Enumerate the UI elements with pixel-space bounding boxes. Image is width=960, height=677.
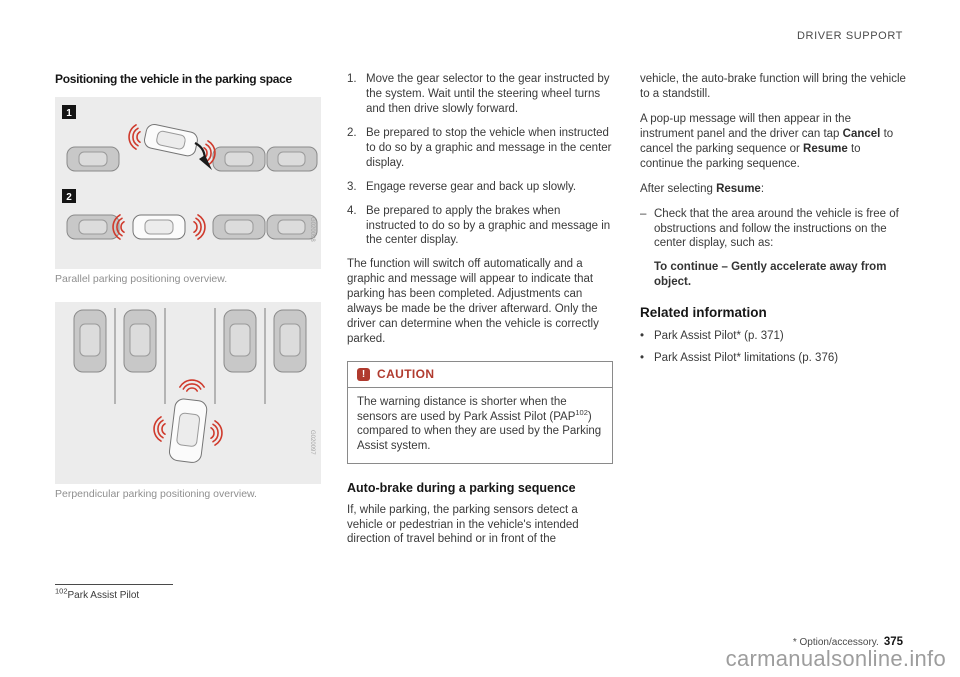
page-header: DRIVER SUPPORT [797, 30, 903, 42]
parked-car-icon [213, 147, 265, 171]
step-number: 1. [347, 73, 357, 85]
body-paragraph [640, 182, 906, 197]
parked-car-icon [213, 215, 265, 239]
step-number: 4. [347, 204, 357, 217]
paragraph-text: to continue the parking sequence. [640, 142, 861, 170]
watermark: carmanualsonline.info [725, 646, 946, 671]
parked-car-icon [267, 147, 317, 171]
bullet-icon: • [640, 329, 645, 342]
bullet-icon: • [640, 351, 645, 364]
left-column [55, 72, 321, 517]
step-text: Be prepared to stop the vehicle when instructed to do so by a graphic and message in the center display. [366, 126, 612, 169]
parked-car-icon [67, 147, 119, 171]
step-number: 2. [347, 126, 357, 139]
perpendicular-parking-illustration [55, 302, 320, 484]
dash-item-text: Check that the area around the vehicle is free of obstructions and follow the instructions on the center display, such as: [654, 207, 899, 250]
related-information-heading: Related information [640, 305, 767, 321]
body-paragraph: If, while parking, the parking sensors detect a vehicle or pedestrian in the vehicle's intended direction of travel behind or in front of the [347, 503, 579, 546]
step-text: Engage reverse gear and back up slowly. [366, 180, 577, 193]
figure-id-code: G020098 [309, 216, 315, 242]
numbered-step [347, 72, 613, 117]
parked-car-icon [74, 310, 106, 372]
section-heading: Positioning the vehicle in the parking space [55, 72, 292, 86]
step-text: Be prepared to apply the brakes when instructed to do so by a graphic and message in the center display. [366, 204, 611, 247]
figure-step-badge-2 [62, 189, 76, 203]
figure-id-code: G020097 [309, 429, 315, 455]
option-note-text: * Option/accessory. [792, 637, 879, 648]
related-link-item[interactable] [640, 329, 906, 344]
display-message-text: To continue – Gently accelerate away from object. [654, 261, 887, 289]
caution-text: The warning distance is shorter when the sensors are used by Park Assist Pilot (PAP [357, 395, 576, 423]
resume-keyword: Resume [716, 182, 761, 195]
resume-keyword: Resume [803, 142, 848, 155]
ego-car-icon [168, 398, 207, 463]
cancel-keyword: Cancel [842, 127, 881, 140]
warning-icon: ! [357, 368, 370, 381]
footnote-ref: 102 [575, 407, 588, 417]
caution-header [348, 362, 612, 388]
middle-column [347, 72, 613, 557]
paragraph-text: A pop-up message will then appear in the instrument panel and the driver can tap [640, 112, 851, 140]
numbered-step [347, 126, 613, 171]
parked-car-icon [274, 310, 306, 372]
subsection-heading: Auto-brake during a parking sequence [347, 481, 576, 496]
footnote-marker: 102 [55, 586, 68, 596]
svg-text:2: 2 [66, 191, 72, 203]
footnote [55, 584, 173, 601]
caution-box [347, 361, 613, 464]
parked-car-icon [224, 310, 256, 372]
numbered-step [347, 180, 613, 195]
figure-caption: Perpendicular parking positioning overview. [55, 487, 257, 500]
caution-title: CAUTION [377, 367, 435, 381]
numbered-step [347, 204, 613, 249]
related-link-text: Park Assist Pilot* limitations (p. 376) [654, 351, 839, 364]
step-text: Move the gear selector to the gear instructed by the system. Wait until the steering wheel turns and then drive slowly forward. [366, 73, 610, 115]
caution-text: ) compared to when they are used by the Parking Assist system. [357, 410, 602, 453]
body-paragraph: vehicle, the auto-brake function will bring the vehicle to a standstill. [640, 73, 906, 100]
svg-text:1: 1 [66, 107, 72, 119]
figure-perpendicular-parking [55, 302, 321, 484]
dash-marker: – [640, 207, 647, 220]
parked-car-icon [124, 310, 156, 372]
right-column [640, 72, 906, 373]
paragraph-text: : [760, 182, 765, 195]
parked-car-icon [67, 215, 119, 239]
dash-item-content [654, 207, 906, 291]
body-paragraph: The function will switch off automatically and a graphic and message will appear to indicate that parking has been completed. Adjustments can always be made be the driver afterward. Only the driver can determine when the vehicle is correctly parked. [347, 258, 599, 346]
caution-body [348, 388, 612, 464]
footnote-rule [55, 584, 173, 585]
figure-parallel-parking [55, 97, 321, 269]
ego-car-icon [133, 215, 185, 239]
parallel-parking-illustration [55, 97, 320, 269]
figure-step-badge-1 [62, 105, 76, 119]
related-link-text: Park Assist Pilot* (p. 371) [654, 329, 784, 342]
page-number: 375 [883, 636, 903, 648]
dash-list-item [640, 207, 906, 291]
body-paragraph [640, 112, 906, 172]
footnote-text: Park Assist Pilot [67, 590, 140, 601]
paragraph-text: After selecting [640, 182, 717, 195]
related-link-item[interactable] [640, 351, 906, 366]
figure-caption: Parallel parking positioning overview. [55, 272, 228, 285]
step-number: 3. [347, 180, 357, 193]
paragraph-text: to cancel the parking sequence or [640, 127, 894, 155]
